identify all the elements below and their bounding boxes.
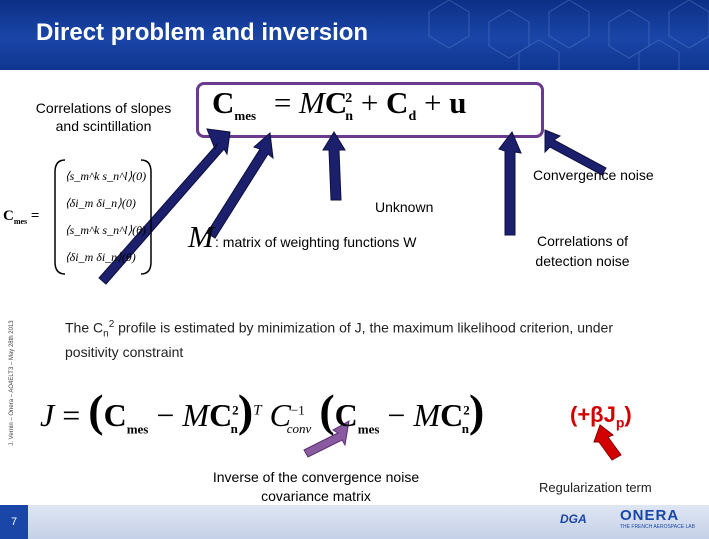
reg-term: (+βJ xyxy=(570,402,616,427)
j-n1: n xyxy=(230,421,238,437)
dga-logo xyxy=(560,512,587,526)
slide-title: Direct problem and inversion xyxy=(36,19,369,46)
eq-plus2: + xyxy=(423,85,442,120)
onera-logo xyxy=(620,507,706,537)
eq-plus1: + xyxy=(360,85,379,120)
dga-logo-text: DGA xyxy=(560,512,587,526)
j-two2: 2 xyxy=(463,402,470,418)
j-minus2: − xyxy=(387,397,406,433)
onera-logo-text: ONERA xyxy=(620,507,680,524)
eq-u: u xyxy=(449,85,467,120)
j-eq: = xyxy=(62,397,81,433)
eq-equals: = xyxy=(273,85,292,120)
j-n2: n xyxy=(461,421,469,437)
arrow-noise-to-u xyxy=(499,132,521,235)
j-m1: M xyxy=(182,397,210,433)
j-cinv: C xyxy=(269,397,291,433)
j-c3: C xyxy=(334,397,358,433)
j-c4: C xyxy=(440,397,464,433)
eq-cmes-sub: mes xyxy=(234,108,257,124)
regularization-formula xyxy=(570,402,632,430)
j-conv: conv xyxy=(286,421,312,437)
vector-row-2: ⟨δi_m δi_n⟩(0) xyxy=(65,196,136,210)
vector-eq: = xyxy=(30,208,40,224)
onera-logo-sub: THE FRENCH AEROSPACE LAB xyxy=(620,524,695,530)
j-c2: C xyxy=(209,397,233,433)
cmes-vector xyxy=(3,158,163,278)
j-minus-one: −1 xyxy=(290,402,305,418)
j-mes1: mes xyxy=(126,421,149,437)
j-symbol: J xyxy=(40,397,55,433)
footer-bar xyxy=(0,505,709,539)
j-c1: C xyxy=(103,397,127,433)
label-matrix: : matrix of weighting functions W xyxy=(215,234,417,250)
eq-n: n xyxy=(345,109,354,125)
label-slopes-scintillation: Correlations of slopes and scintillation xyxy=(35,100,172,134)
estimation-paragraph xyxy=(65,316,625,361)
label-convergence-noise: Convergence noise xyxy=(533,167,654,183)
label-detection-noise: Correlations of detection noise xyxy=(535,233,630,269)
vector-lhs: C xyxy=(3,208,14,224)
matrix-symbol: M xyxy=(188,219,214,254)
eq-cd-sub: d xyxy=(408,109,417,125)
j-minus1: − xyxy=(156,397,175,433)
label-inverse-covariance: Inverse of the convergence noise covariance matrix xyxy=(212,469,420,504)
vector-row-3: ⟨s_m^k s_n^l⟩(θ) xyxy=(65,223,147,237)
label-unknown: Unknown xyxy=(375,199,434,215)
eq-cmes: C xyxy=(212,85,235,120)
vector-row-4: ⟨δi_m δi_n⟩(θ) xyxy=(65,250,136,264)
arrow-unknown-to-cn2 xyxy=(323,132,345,200)
estimation-prefix: The C xyxy=(65,319,104,336)
eq-cd: C xyxy=(386,85,409,120)
estimation-rest: profile is estimated by minimization of J, the maximum likelihood criterion, under positivity constraint xyxy=(65,319,614,361)
j-equation: $J = (C_{mes} - MC^2_n)^T$ $C^{-1}_{conv}$ $(C_{mes} - MC^2_n)$ xyxy=(40,385,485,437)
side-credit-text: J. Vernin – Onera – AO4ELT3 – May 28th 2013 xyxy=(9,320,15,446)
page-number: 7 xyxy=(0,505,28,539)
j-mes2: mes xyxy=(357,421,380,437)
j-t: T xyxy=(253,402,262,419)
eq-two: 2 xyxy=(345,90,353,106)
reg-sub: p xyxy=(615,414,625,431)
vector-lhs-sub: mes xyxy=(13,217,28,226)
estimation-sup: 2 xyxy=(108,319,115,330)
reg-close: ) xyxy=(624,402,632,427)
eq-c: C xyxy=(324,85,348,120)
eq-m: M xyxy=(299,85,325,120)
j-m2: M xyxy=(413,397,441,433)
label-regularization: Regularization term xyxy=(539,480,652,495)
j-two1: 2 xyxy=(232,402,239,418)
estimation-sub: n xyxy=(103,328,109,340)
vector-row-1: ⟨s_m^k s_n^l⟩(0) xyxy=(65,169,147,183)
